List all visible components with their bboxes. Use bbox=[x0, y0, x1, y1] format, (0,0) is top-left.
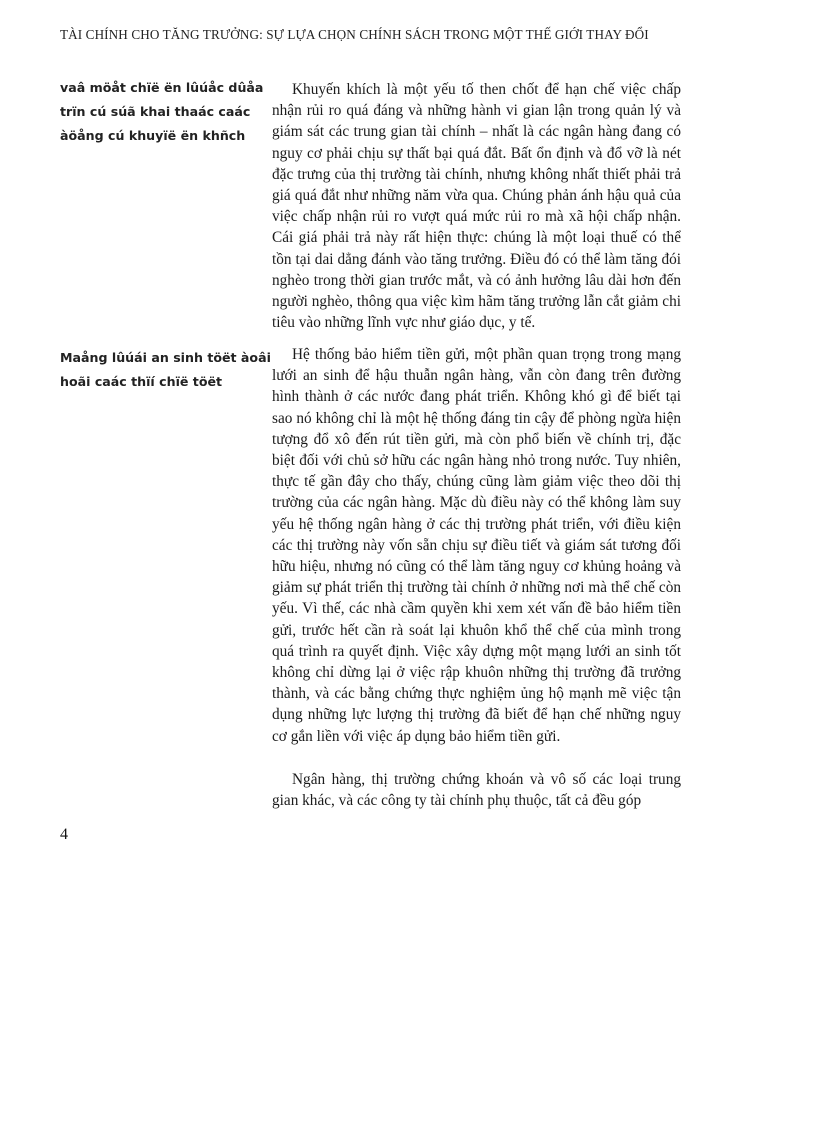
page-number: 4 bbox=[60, 826, 68, 843]
running-header: TÀI CHÍNH CHO TĂNG TRƯỞNG: SỰ LỰA CHỌN CHÍNH SÁCH TRONG MỘT THẾ GIỚI THAY ĐỔI bbox=[60, 27, 649, 42]
body-paragraph-deposit-insurance: Hệ thống bảo hiểm tiền gửi, một phần quan trọng trong mạng lưới an sinh để hậu thuẫn ngân hàng, vẫn còn đang trên đường hình thành ở các nước đang phát triển. Không khó gì để biết tại sao nó không chỉ là một hệ thống đáng tin cậy để phòng ngừa hiện tượng đổ xô đến rút tiền gửi, mà còn phổ biến về chính trị, đặc biệt đối với chủ sở hữu các ngân hàng nhỏ trong nước. Tuy nhiên, thực tế gần đây cho thấy, chúng cũng làm giảm việc theo dõi thị trường của các ngân hàng. Mặc dù điều này có thể không làm suy yếu hệ thống ngân hàng ở các thị trường phát triển, với điều kiện các thị trường này vốn sẵn chịu sự điều tiết và giám sát tương đối hữu hiệu, nhưng nó cũng có thể làm tăng nguy cơ khủng hoảng và giảm sự phát triển thị trường tài chính ở những nơi mà thể chế còn yếu. Vì thế, các nhà cầm quyền khi xem xét vấn đề bảo hiểm tiền gửi, trước hết cần rà soát lại khuôn khổ thể chế của mình trong quá trình ra quyết định. Việc xây dựng một mạng lưới an sinh tốt không chỉ dừng lại ở việc rập khuôn những thị trường đã trưởng thành, và các bằng chứng thực nghiệm ủng hộ mạnh mẽ việc tận dụng những lực lượng thị trường đã biết để hạn chế những nguy cơ gắn liền với việc áp dụng bảo hiểm tiền gửi. bbox=[272, 346, 681, 745]
body-column-section-2 bbox=[272, 344, 681, 747]
margin-note-line: trïn cú súã khai thaác caác bbox=[60, 104, 251, 119]
body-paragraph-intermediaries: Ngân hàng, thị trường chứng khoán và vô số các loại trung gian khác, và các công ty tài chính phụ thuộc, tất cả đều góp bbox=[272, 771, 681, 810]
margin-note-line: vaâ möåt chïë ën lûúåc dûåa bbox=[60, 80, 264, 95]
body-paragraph-incentives: Khuyến khích là một yếu tố then chốt để hạn chế việc chấp nhận rủi ro quá đáng và những hành vi gian lận trong quản lý và giám sát các trung gian tài chính – nhất là các ngân hàng đang có nguy cơ phải chịu sự thất bại quá đắt. Bất ổn định và đổ vỡ là nét đặc trưng của thị trường tài chính, nhưng không nhất thiết phải trả giá quá đắt như những năm vừa qua. Chúng phản ánh hậu quả của việc chấp nhận rủi ro vượt quá mức rủi ro mà xã hội chấp nhận. Cái giá phải trả này rất hiện thực: chúng là một loại thuế có thể tồn tại dai dẳng đánh vào tăng trưởng. Điều đó có thể làm tăng đói nghèo trong thời gian trước mắt, và có ảnh hưởng lâu dài hơn đến người nghèo, thông qua việc kìm hãm tăng trưởng lẫn cắt giảm chi tiêu vào những lĩnh vực như giáo dục, y tế. bbox=[272, 81, 681, 332]
margin-note-line: Maång lûúái an sinh töët àoâi bbox=[60, 350, 271, 365]
margin-note-line: hoãi caác thïí chïë töët bbox=[60, 374, 223, 389]
margin-note-line: àöång cú khuyïë ën khñch bbox=[60, 128, 246, 143]
body-column-section-1 bbox=[272, 79, 681, 333]
margin-note-incentives bbox=[60, 76, 264, 148]
body-column-section-3 bbox=[272, 769, 681, 811]
margin-note-safety-net bbox=[60, 346, 271, 394]
